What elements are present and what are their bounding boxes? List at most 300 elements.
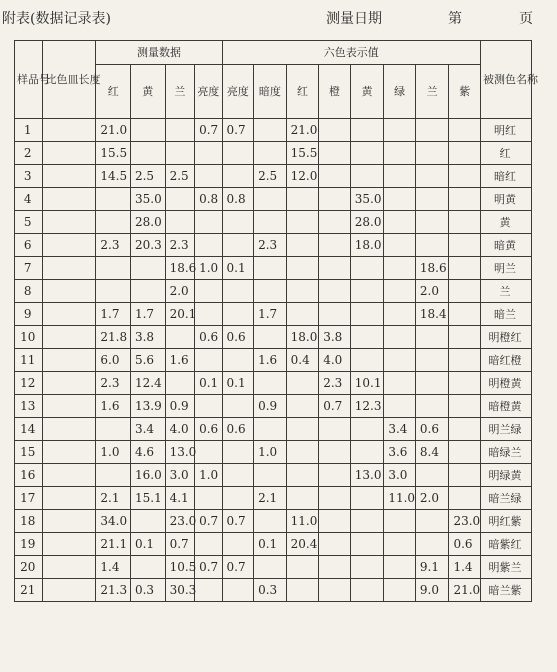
color-name-cell: 暗兰绿 <box>481 487 532 510</box>
measure-blue-cell: 23.0 <box>165 510 195 533</box>
color-name-cell: 红 <box>481 142 532 165</box>
table-row <box>15 464 532 487</box>
six-red-cell <box>286 188 319 211</box>
measure-yellow-cell: 28.0 <box>130 211 165 234</box>
table-row <box>15 303 532 326</box>
six-orange-cell <box>319 464 351 487</box>
six-darkness-cell <box>254 119 287 142</box>
six-green-cell <box>384 556 416 579</box>
six-red-cell: 12.0 <box>286 165 319 188</box>
six-brightness-cell <box>222 487 254 510</box>
six-green-cell <box>384 326 416 349</box>
measure-brightness-cell: 0.8 <box>195 188 222 211</box>
six-yellow-cell: 13.0 <box>350 464 384 487</box>
measure-yellow-cell: 4.6 <box>130 441 165 464</box>
measure-blue-cell: 4.0 <box>165 418 195 441</box>
six-darkness-cell: 2.1 <box>254 487 287 510</box>
six-yellow-cell <box>350 349 384 372</box>
measure-red-cell: 21.1 <box>96 533 131 556</box>
measure-brightness-cell: 1.0 <box>195 464 222 487</box>
measure-red-header: 红 <box>96 65 131 119</box>
measure-brightness-cell <box>195 211 222 234</box>
six-purple-cell: 21.0 <box>449 579 481 602</box>
ratio-length-cell <box>43 211 96 234</box>
measure-brightness-cell <box>195 579 222 602</box>
six-darkness-cell <box>254 464 287 487</box>
six-purple-cell <box>449 234 481 257</box>
six-red-cell <box>286 441 319 464</box>
table-row <box>15 395 532 418</box>
ratio-length-cell <box>43 441 96 464</box>
measure-yellow-cell: 0.3 <box>130 579 165 602</box>
six-brightness-cell <box>222 234 254 257</box>
table-row <box>15 349 532 372</box>
six-brightness-header: 亮度 <box>222 65 254 119</box>
measure-date-label: 测量日期 <box>326 11 382 27</box>
six-orange-cell <box>319 119 351 142</box>
ratio-length-cell <box>43 418 96 441</box>
six-purple-cell <box>449 349 481 372</box>
six-brightness-cell: 0.6 <box>222 326 254 349</box>
measure-red-cell: 21.3 <box>96 579 131 602</box>
six-brightness-cell: 0.7 <box>222 119 254 142</box>
six-red-cell <box>286 303 319 326</box>
table-row <box>15 257 532 280</box>
sample-no-cell: 21 <box>15 579 43 602</box>
sample-no-cell: 19 <box>15 533 43 556</box>
measure-blue-cell: 2.5 <box>165 165 195 188</box>
measure-blue-cell <box>165 326 195 349</box>
measure-blue-header: 兰 <box>165 65 195 119</box>
ratio-length-cell <box>43 349 96 372</box>
six-yellow-cell <box>350 510 384 533</box>
six-red-cell <box>286 234 319 257</box>
measure-brightness-cell <box>195 280 222 303</box>
six-orange-cell <box>319 234 351 257</box>
six-yellow-cell: 35.0 <box>350 188 384 211</box>
six-yellow-cell <box>350 533 384 556</box>
six-yellow-cell: 10.1 <box>350 372 384 395</box>
measure-brightness-cell <box>195 142 222 165</box>
six-orange-cell <box>319 165 351 188</box>
six-darkness-cell <box>254 418 287 441</box>
measure-blue-cell: 20.1 <box>165 303 195 326</box>
six-blue-cell: 2.0 <box>415 280 449 303</box>
ratio-length-cell <box>43 487 96 510</box>
measure-blue-cell: 3.0 <box>165 464 195 487</box>
six-red-cell <box>286 579 319 602</box>
measure-blue-cell <box>165 188 195 211</box>
six-orange-cell <box>319 142 351 165</box>
table-row <box>15 188 532 211</box>
measure-red-cell: 1.7 <box>96 303 131 326</box>
color-name-cell: 明绿黄 <box>481 464 532 487</box>
six-yellow-cell <box>350 280 384 303</box>
measure-brightness-cell: 0.7 <box>195 119 222 142</box>
six-orange-cell <box>319 579 351 602</box>
sample-no-cell: 11 <box>15 349 43 372</box>
six-red-cell <box>286 418 319 441</box>
color-name-cell: 明橙黄 <box>481 372 532 395</box>
six-red-cell <box>286 487 319 510</box>
table-row <box>15 533 532 556</box>
six-brightness-cell <box>222 579 254 602</box>
six-red-cell <box>286 464 319 487</box>
sample-no-cell: 8 <box>15 280 43 303</box>
six-red-cell <box>286 280 319 303</box>
measure-yellow-cell <box>130 280 165 303</box>
measure-yellow-cell: 3.4 <box>130 418 165 441</box>
measure-red-cell <box>96 211 131 234</box>
ratio-length-cell <box>43 579 96 602</box>
six-brightness-cell <box>222 533 254 556</box>
six-blue-header: 兰 <box>415 65 449 119</box>
color-name-cell: 明紫兰 <box>481 556 532 579</box>
six-green-cell <box>384 211 416 234</box>
six-green-cell <box>384 188 416 211</box>
measure-red-cell <box>96 257 131 280</box>
table-row <box>15 142 532 165</box>
six-blue-cell <box>415 464 449 487</box>
sample-no-cell: 16 <box>15 464 43 487</box>
six-red-cell: 21.0 <box>286 119 319 142</box>
six-purple-cell <box>449 418 481 441</box>
color-name-cell: 暗黄 <box>481 234 532 257</box>
sample-no-header: 样品号 <box>15 41 43 119</box>
six-red-header: 红 <box>286 65 319 119</box>
six-orange-cell <box>319 556 351 579</box>
six-red-cell <box>286 395 319 418</box>
measure-brightness-cell: 0.7 <box>195 510 222 533</box>
measure-brightness-cell <box>195 303 222 326</box>
six-red-cell: 18.0 <box>286 326 319 349</box>
measure-red-cell: 15.5 <box>96 142 131 165</box>
six-green-cell: 3.4 <box>384 418 416 441</box>
sample-no-cell: 1 <box>15 119 43 142</box>
six-yellow-cell <box>350 418 384 441</box>
measure-blue-cell: 2.3 <box>165 234 195 257</box>
measure-yellow-cell <box>130 510 165 533</box>
six-blue-cell: 18.4 <box>415 303 449 326</box>
six-darkness-cell <box>254 326 287 349</box>
six-darkness-cell <box>254 188 287 211</box>
six-darkness-cell: 1.0 <box>254 441 287 464</box>
six-brightness-cell <box>222 165 254 188</box>
six-darkness-cell <box>254 257 287 280</box>
ratio-length-header: 比色皿长度 <box>43 41 96 119</box>
six-purple-cell <box>449 211 481 234</box>
table-row <box>15 234 532 257</box>
measure-red-cell <box>96 280 131 303</box>
six-green-cell <box>384 165 416 188</box>
measure-blue-cell: 0.7 <box>165 533 195 556</box>
table-row <box>15 556 532 579</box>
six-darkness-header: 暗度 <box>254 65 287 119</box>
sample-no-cell: 20 <box>15 556 43 579</box>
sample-no-cell: 12 <box>15 372 43 395</box>
six-green-cell <box>384 510 416 533</box>
color-name-cell: 暗兰 <box>481 303 532 326</box>
six-orange-cell <box>319 533 351 556</box>
six-brightness-cell <box>222 280 254 303</box>
six-purple-cell <box>449 441 481 464</box>
ratio-length-cell <box>43 464 96 487</box>
measure-red-cell: 1.0 <box>96 441 131 464</box>
ratio-length-cell <box>43 188 96 211</box>
ratio-length-cell <box>43 257 96 280</box>
page-unit-label: 页 <box>519 11 533 27</box>
sample-no-cell: 18 <box>15 510 43 533</box>
six-orange-cell <box>319 418 351 441</box>
color-name-cell: 明黄 <box>481 188 532 211</box>
measure-brightness-cell <box>195 165 222 188</box>
six-brightness-cell: 0.8 <box>222 188 254 211</box>
six-yellow-cell: 18.0 <box>350 234 384 257</box>
six-blue-cell <box>415 234 449 257</box>
six-purple-cell: 23.0 <box>449 510 481 533</box>
six-color-group-header: 六色表示值 <box>222 41 480 65</box>
measure-blue-cell <box>165 211 195 234</box>
measure-yellow-cell <box>130 257 165 280</box>
six-purple-cell <box>449 395 481 418</box>
six-brightness-cell <box>222 441 254 464</box>
six-green-cell <box>384 349 416 372</box>
six-blue-cell: 2.0 <box>415 487 449 510</box>
measure-blue-cell <box>165 142 195 165</box>
sample-no-cell: 14 <box>15 418 43 441</box>
six-blue-cell <box>415 119 449 142</box>
six-darkness-cell: 1.6 <box>254 349 287 372</box>
ratio-length-cell <box>43 556 96 579</box>
page-number-label: 第 <box>448 11 462 27</box>
six-orange-cell <box>319 487 351 510</box>
six-blue-cell <box>415 349 449 372</box>
six-blue-cell <box>415 395 449 418</box>
six-orange-cell <box>319 211 351 234</box>
six-brightness-cell: 0.7 <box>222 510 254 533</box>
six-blue-cell: 0.6 <box>415 418 449 441</box>
six-blue-cell: 18.6 <box>415 257 449 280</box>
six-brightness-cell <box>222 142 254 165</box>
measure-brightness-cell: 0.6 <box>195 418 222 441</box>
measure-blue-cell: 13.0 <box>165 441 195 464</box>
six-purple-cell <box>449 188 481 211</box>
measure-blue-cell: 4.1 <box>165 487 195 510</box>
table-row <box>15 211 532 234</box>
six-purple-cell <box>449 280 481 303</box>
six-yellow-cell: 12.3 <box>350 395 384 418</box>
six-purple-cell <box>449 487 481 510</box>
six-purple-cell <box>449 257 481 280</box>
six-brightness-cell <box>222 303 254 326</box>
measure-red-cell: 1.4 <box>96 556 131 579</box>
measure-red-cell: 2.3 <box>96 372 131 395</box>
ratio-length-cell <box>43 533 96 556</box>
color-name-cell: 暗红橙 <box>481 349 532 372</box>
measure-red-cell <box>96 188 131 211</box>
measure-blue-cell: 10.5 <box>165 556 195 579</box>
measure-yellow-cell: 15.1 <box>130 487 165 510</box>
ratio-length-cell <box>43 119 96 142</box>
ratio-length-cell <box>43 372 96 395</box>
measure-brightness-cell: 0.1 <box>195 372 222 395</box>
measure-blue-cell: 0.9 <box>165 395 195 418</box>
ratio-length-cell <box>43 395 96 418</box>
six-purple-cell <box>449 326 481 349</box>
six-orange-cell <box>319 188 351 211</box>
measure-yellow-cell: 20.3 <box>130 234 165 257</box>
sample-no-cell: 15 <box>15 441 43 464</box>
six-green-cell <box>384 234 416 257</box>
measure-red-cell: 2.3 <box>96 234 131 257</box>
six-yellow-cell <box>350 579 384 602</box>
measure-red-cell <box>96 418 131 441</box>
six-yellow-cell <box>350 487 384 510</box>
six-darkness-cell: 1.7 <box>254 303 287 326</box>
measure-yellow-cell <box>130 142 165 165</box>
six-darkness-cell <box>254 372 287 395</box>
measure-blue-cell <box>165 119 195 142</box>
six-darkness-cell: 0.1 <box>254 533 287 556</box>
six-green-cell <box>384 303 416 326</box>
table-row <box>15 280 532 303</box>
six-green-cell <box>384 142 416 165</box>
six-green-cell <box>384 579 416 602</box>
six-orange-cell: 3.8 <box>319 326 351 349</box>
measure-yellow-cell: 12.4 <box>130 372 165 395</box>
measure-yellow-cell <box>130 119 165 142</box>
sample-no-cell: 6 <box>15 234 43 257</box>
table-row <box>15 441 532 464</box>
measure-yellow-cell <box>130 556 165 579</box>
measure-red-cell: 21.0 <box>96 119 131 142</box>
six-yellow-cell <box>350 326 384 349</box>
six-blue-cell <box>415 188 449 211</box>
six-green-header: 绿 <box>384 65 416 119</box>
six-orange-cell <box>319 303 351 326</box>
six-red-cell: 11.0 <box>286 510 319 533</box>
measure-brightness-cell <box>195 234 222 257</box>
six-green-cell <box>384 280 416 303</box>
six-brightness-cell <box>222 349 254 372</box>
six-purple-cell <box>449 303 481 326</box>
measure-yellow-cell: 13.9 <box>130 395 165 418</box>
sample-no-cell: 2 <box>15 142 43 165</box>
measure-yellow-cell: 16.0 <box>130 464 165 487</box>
six-brightness-cell: 0.6 <box>222 418 254 441</box>
six-orange-header: 橙 <box>319 65 351 119</box>
table-row <box>15 510 532 533</box>
six-yellow-cell: 28.0 <box>350 211 384 234</box>
measure-red-cell: 2.1 <box>96 487 131 510</box>
six-red-cell <box>286 257 319 280</box>
table-row <box>15 418 532 441</box>
six-blue-cell <box>415 372 449 395</box>
measure-blue-cell <box>165 372 195 395</box>
six-yellow-cell <box>350 303 384 326</box>
six-orange-cell <box>319 280 351 303</box>
sample-no-cell: 4 <box>15 188 43 211</box>
six-red-cell <box>286 556 319 579</box>
six-green-cell: 11.0 <box>384 487 416 510</box>
six-darkness-cell: 0.9 <box>254 395 287 418</box>
ratio-length-cell <box>43 165 96 188</box>
ratio-length-cell <box>43 234 96 257</box>
measure-brightness-cell <box>195 533 222 556</box>
measure-yellow-cell: 1.7 <box>130 303 165 326</box>
ratio-length-cell <box>43 510 96 533</box>
six-orange-cell <box>319 510 351 533</box>
six-orange-cell: 0.7 <box>319 395 351 418</box>
six-blue-cell <box>415 510 449 533</box>
color-name-header: 被测色名称 <box>481 41 532 119</box>
measure-brightness-cell: 0.6 <box>195 326 222 349</box>
six-brightness-cell: 0.1 <box>222 257 254 280</box>
measure-brightness-cell <box>195 349 222 372</box>
six-red-cell: 0.4 <box>286 349 319 372</box>
six-green-cell: 3.0 <box>384 464 416 487</box>
table-row <box>15 579 532 602</box>
six-brightness-cell <box>222 211 254 234</box>
ratio-length-cell <box>43 326 96 349</box>
ratio-length-cell <box>43 303 96 326</box>
six-orange-cell: 2.3 <box>319 372 351 395</box>
six-blue-cell: 8.4 <box>415 441 449 464</box>
sample-no-cell: 17 <box>15 487 43 510</box>
table-row <box>15 487 532 510</box>
measure-blue-cell: 2.0 <box>165 280 195 303</box>
six-green-cell <box>384 372 416 395</box>
six-darkness-cell: 2.3 <box>254 234 287 257</box>
measure-red-cell: 34.0 <box>96 510 131 533</box>
color-name-cell: 兰 <box>481 280 532 303</box>
six-yellow-cell <box>350 119 384 142</box>
sample-no-cell: 7 <box>15 257 43 280</box>
six-purple-cell <box>449 165 481 188</box>
six-green-cell <box>384 395 416 418</box>
measure-brightness-cell <box>195 487 222 510</box>
six-yellow-cell <box>350 142 384 165</box>
six-purple-cell <box>449 372 481 395</box>
six-red-cell <box>286 211 319 234</box>
six-darkness-cell: 2.5 <box>254 165 287 188</box>
color-name-cell: 黄 <box>481 211 532 234</box>
measure-brightness-cell <box>195 395 222 418</box>
measure-brightness-header: 亮度 <box>195 65 222 119</box>
color-name-cell: 暗兰紫 <box>481 579 532 602</box>
measure-red-cell: 6.0 <box>96 349 131 372</box>
six-purple-cell <box>449 464 481 487</box>
six-darkness-cell <box>254 211 287 234</box>
six-yellow-cell <box>350 165 384 188</box>
sample-no-cell: 10 <box>15 326 43 349</box>
color-name-cell: 明红紫 <box>481 510 532 533</box>
sample-no-cell: 13 <box>15 395 43 418</box>
table-row <box>15 372 532 395</box>
color-name-cell: 明红 <box>481 119 532 142</box>
color-name-cell: 暗红 <box>481 165 532 188</box>
six-yellow-cell <box>350 441 384 464</box>
six-green-cell <box>384 257 416 280</box>
measure-red-cell: 1.6 <box>96 395 131 418</box>
ratio-length-cell <box>43 280 96 303</box>
six-darkness-cell <box>254 142 287 165</box>
measure-brightness-cell <box>195 441 222 464</box>
six-blue-cell <box>415 326 449 349</box>
measure-blue-cell: 30.3 <box>165 579 195 602</box>
measure-blue-cell: 1.6 <box>165 349 195 372</box>
six-yellow-cell <box>350 556 384 579</box>
